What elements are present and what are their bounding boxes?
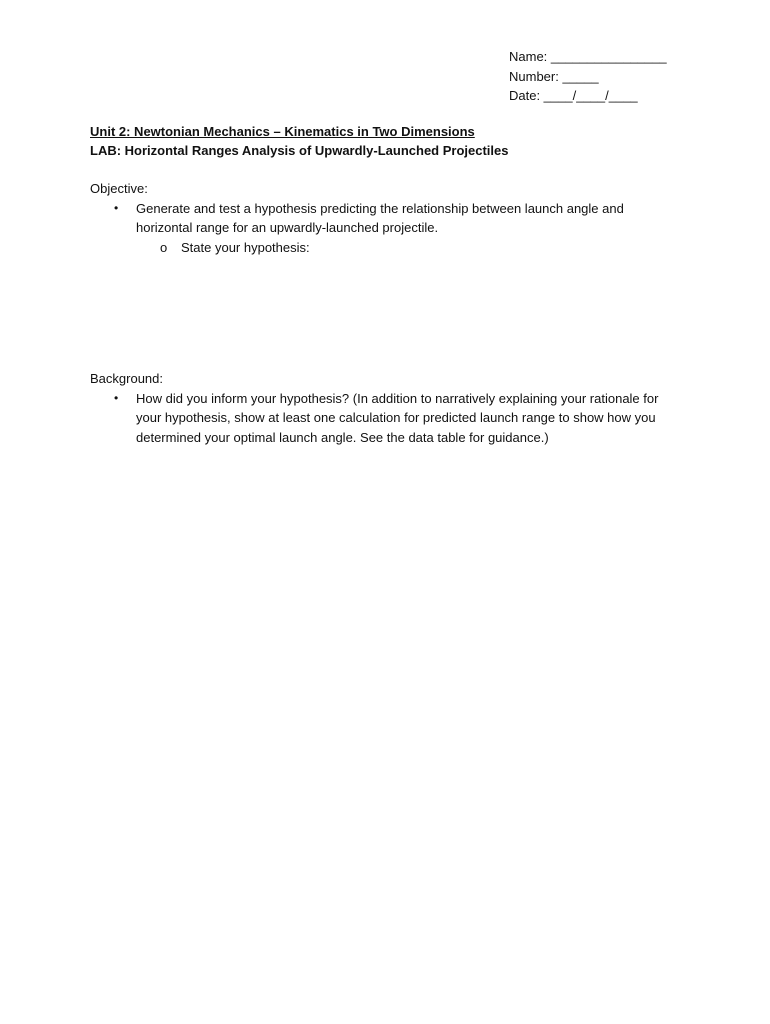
title-block <box>90 122 508 160</box>
objective-heading: Objective: <box>90 181 148 196</box>
objective-bullet-text: Generate and test a hypothesis predicting the relationship between launch angle and horizontal range for an upwardly-launched projectile. <box>136 200 624 235</box>
background-heading: Background: <box>90 371 163 386</box>
header-fields <box>509 47 667 106</box>
date-field[interactable]: Date: ____/____/____ <box>509 88 638 103</box>
circle-bullet-icon: o <box>160 239 168 255</box>
objective-bullet-list <box>90 199 666 258</box>
background-bullet-item <box>90 389 666 448</box>
name-field[interactable]: Name: ________________ <box>509 49 667 64</box>
background-bullet-text: How did you inform your hypothesis? (In addition to narratively explaining your rationale for your hypothesis, show at least one calculation for predicted launch range to show how you determined your optimal launch angle. See the data table for guidance.) <box>136 390 659 445</box>
hypothesis-sub-item <box>90 238 666 258</box>
objective-section <box>90 179 666 257</box>
objective-bullet-item <box>90 199 666 238</box>
hypothesis-prompt: State your hypothesis: <box>181 239 310 255</box>
background-bullet-list <box>90 389 666 448</box>
lab-title: LAB: Horizontal Ranges Analysis of Upwardly-Launched Projectiles <box>90 143 509 158</box>
number-field[interactable]: Number: _____ <box>509 68 599 84</box>
background-section <box>90 369 666 447</box>
unit-title: Unit 2: Newtonian Mechanics – Kinematics in Two Dimensions <box>90 124 475 139</box>
bullet-icon: • <box>114 390 119 405</box>
bullet-icon: • <box>114 200 119 215</box>
